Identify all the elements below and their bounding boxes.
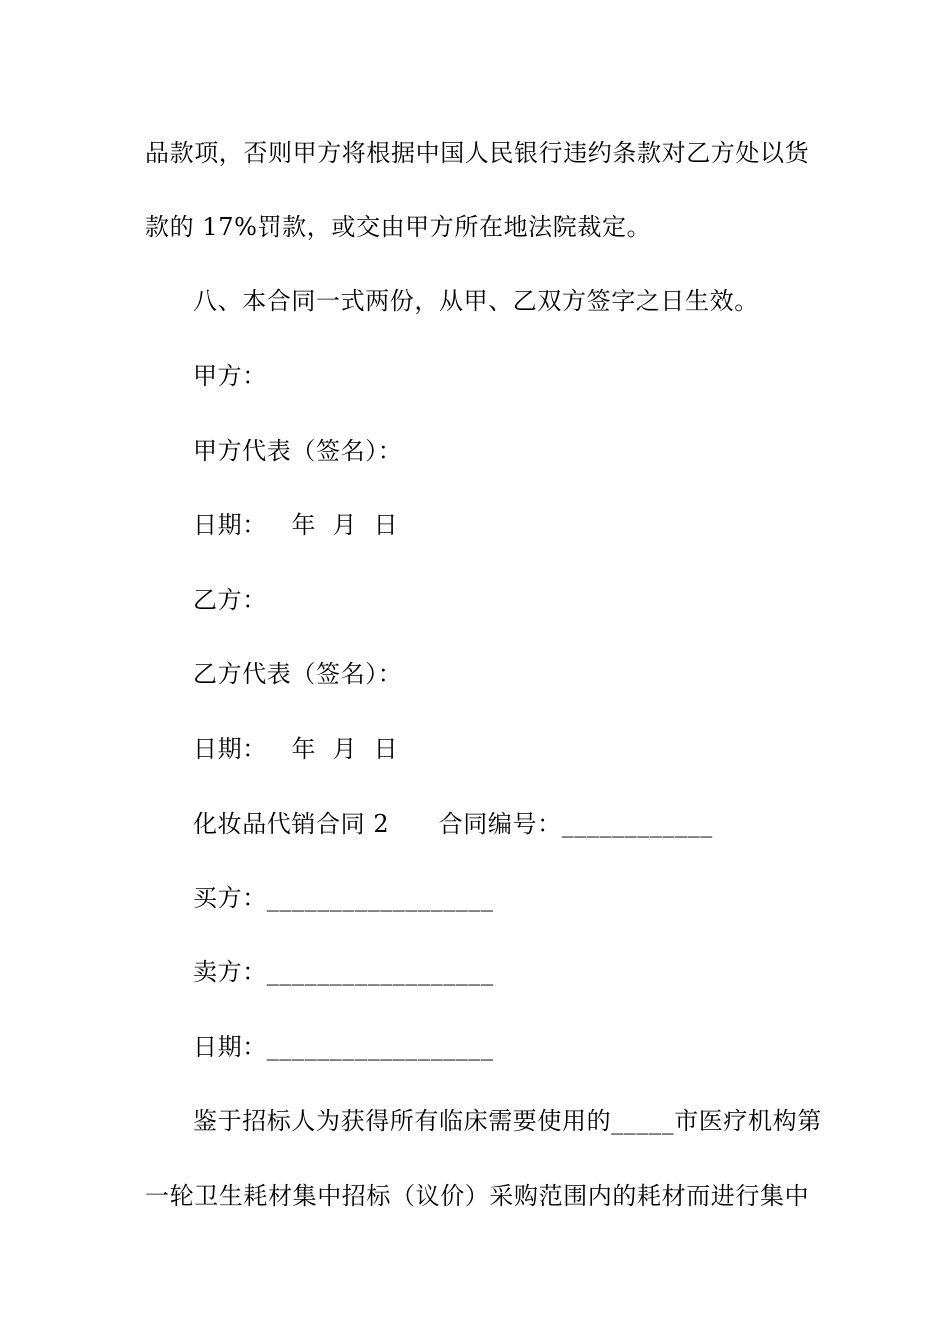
buyer-line: 买方：__________________ [193, 884, 494, 912]
party-b-representative: 乙方代表（签名）： [193, 660, 403, 688]
date-line: 日期：__________________ [193, 1033, 494, 1061]
paragraph-penalty-line-2: 款的 17%罚款，或交由甲方所在地法院裁定。 [145, 213, 652, 241]
party-b-date: 日期： 年 月 日 [193, 735, 399, 763]
paragraph-penalty-line-1: 品款项，否则甲方将根据中国人民银行违约条款对乙方处以货 [145, 139, 810, 167]
party-a-label: 甲方： [193, 362, 267, 390]
party-a-representative: 甲方代表（签名）： [193, 437, 403, 465]
tender-paragraph-line-2: 一轮卫生耗材集中招标（议价）采购范围内的耗材而进行集中 [145, 1182, 810, 1210]
clause-eight: 八、本合同一式两份，从甲、乙双方签字之日生效。 [193, 287, 759, 315]
party-a-date: 日期： 年 月 日 [193, 511, 399, 539]
contract-title-number: 化妆品代销合同 2 合同编号：____________ [193, 810, 713, 838]
tender-paragraph-line-1: 鉴于招标人为获得所有临床需要使用的_____市医疗机构第 [193, 1107, 822, 1135]
seller-line: 卖方：__________________ [193, 958, 494, 986]
party-b-label: 乙方： [193, 586, 267, 614]
